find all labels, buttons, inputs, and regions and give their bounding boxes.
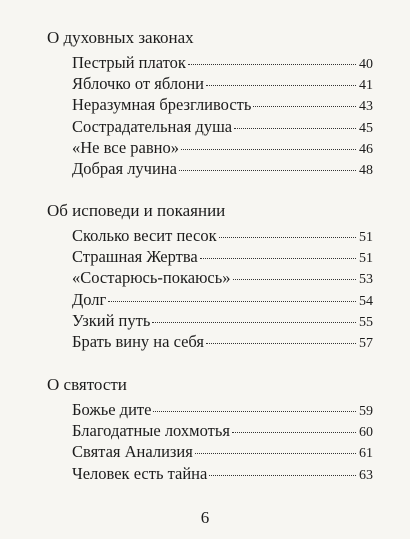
dot-leader [195, 453, 356, 454]
entry-title: Благодатные лохмотья [72, 421, 230, 441]
dot-leader [181, 149, 356, 150]
dot-leader [188, 64, 356, 65]
toc-entry [72, 137, 373, 158]
entry-title: Человек есть тайна [72, 463, 208, 483]
toc-entry [72, 441, 373, 462]
section-title: Об исповеди и покаянии [47, 201, 226, 220]
entry-title: Святая Анализия [72, 442, 193, 462]
dot-leader [253, 106, 356, 107]
toc-entries [72, 399, 373, 484]
toc-entry [72, 331, 373, 352]
entry-page: 59 [359, 404, 373, 419]
toc-entry [72, 310, 373, 331]
entry-page: 40 [359, 57, 373, 72]
section-title: О духовных законах [47, 28, 194, 47]
dot-leader [206, 85, 356, 86]
entry-title: Сколько весит песок [72, 226, 217, 245]
dot-leader [153, 411, 356, 412]
entry-title: Страшная Жертва [72, 247, 198, 267]
toc-entries [72, 52, 373, 179]
toc-entry [72, 116, 373, 137]
entry-page: 55 [359, 314, 373, 330]
toc-section-spiritual-laws [47, 27, 373, 179]
entry-page: 61 [359, 446, 373, 462]
entry-title: Добрая лучина [72, 158, 177, 178]
entry-title: Узкий путь [72, 310, 151, 330]
toc-entry [72, 399, 373, 420]
entry-page: 48 [359, 162, 373, 178]
toc-entry [72, 94, 373, 115]
toc-entry [72, 420, 373, 441]
dot-leader [219, 237, 356, 238]
toc-entry [72, 289, 373, 310]
entry-title: Сострадательная душа [72, 116, 233, 136]
entry-title: Брать вину на себя [72, 331, 205, 351]
entry-page: 53 [359, 272, 373, 288]
entry-page: 57 [359, 335, 373, 351]
dot-leader [232, 432, 356, 433]
entry-title: Пестрый платок [72, 53, 186, 72]
entry-page: 41 [359, 78, 373, 94]
dot-leader [206, 343, 356, 344]
entry-page: 63 [359, 467, 373, 483]
dot-leader [179, 170, 356, 171]
toc-entry [72, 246, 373, 267]
entry-page: 46 [359, 141, 373, 157]
toc-entry [72, 158, 373, 179]
toc-entry [72, 52, 373, 73]
entry-title: Неразумная брезгливость [72, 95, 252, 115]
toc-entry [72, 73, 373, 94]
toc-section-confession [47, 200, 373, 352]
toc-entry [72, 267, 373, 288]
entry-title: Божье дите [72, 400, 152, 419]
dot-leader [200, 258, 356, 259]
entry-title: «Не все равно» [72, 137, 179, 157]
dot-leader [233, 279, 357, 280]
entry-title: Долг [72, 289, 107, 309]
entry-page: 54 [359, 293, 373, 309]
toc-entry [72, 225, 373, 246]
entry-title: Яблочко от яблони [72, 74, 204, 94]
toc-entries [72, 225, 373, 352]
dot-leader [108, 301, 356, 302]
entry-page: 43 [359, 99, 373, 115]
page-number: 6 [200, 508, 210, 527]
dot-leader [152, 322, 356, 323]
entry-page: 51 [359, 230, 373, 245]
entry-page: 60 [359, 425, 373, 441]
toc-section-holiness [47, 374, 373, 484]
section-title: О святости [47, 375, 127, 394]
entry-page: 51 [359, 251, 373, 267]
dot-leader [209, 475, 356, 476]
dot-leader [234, 128, 356, 129]
entry-page: 45 [359, 120, 373, 136]
entry-title: «Состарюсь-покаюсь» [72, 268, 231, 288]
toc-entry [72, 463, 373, 484]
